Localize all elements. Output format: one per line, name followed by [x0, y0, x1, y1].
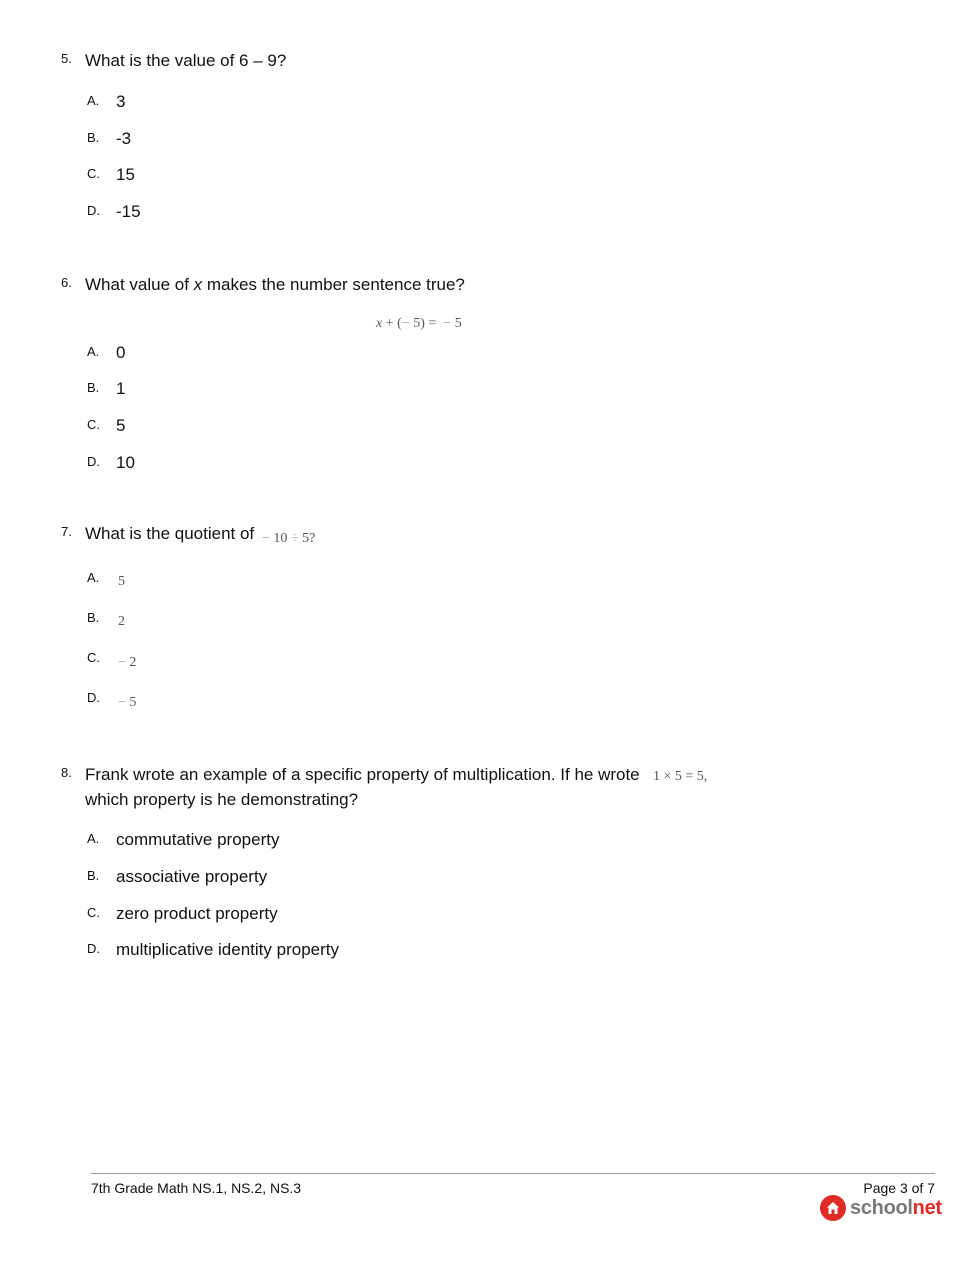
question-number: 7. — [61, 524, 72, 539]
option-letter: C. — [87, 650, 100, 665]
option-text: 0 — [116, 343, 126, 362]
footer-course: 7th Grade Math NS.1, NS.2, NS.3 — [91, 1180, 302, 1196]
option-text: 15 — [116, 165, 135, 184]
schoolnet-logo — [820, 1194, 942, 1222]
option-text: 1 — [116, 379, 126, 398]
logo-wordmark: schoolnet — [850, 1196, 942, 1219]
question-text-after: makes the number sentence true? — [202, 275, 465, 294]
question-text: What is the quotient of — [85, 524, 255, 543]
option-letter: A. — [87, 344, 100, 359]
option-letter: A. — [87, 831, 100, 846]
question-variable: x — [193, 275, 203, 294]
option-value: − 5 — [118, 695, 137, 710]
option-letter: B. — [87, 380, 100, 395]
option-letter: B. — [87, 130, 100, 145]
option-text: 10 — [116, 453, 135, 472]
question-number: 6. — [61, 275, 72, 290]
option-text: 3 — [116, 92, 126, 111]
option-value: − 2 — [118, 655, 137, 670]
question-text: What is the value of 6 – 9? — [85, 51, 287, 70]
question-number: 5. — [61, 51, 72, 66]
footer-divider — [91, 1173, 935, 1174]
option-letter: D. — [87, 690, 100, 705]
option-letter: D. — [87, 941, 100, 956]
option-value: 2 — [118, 614, 125, 629]
option-letter: D. — [87, 203, 100, 218]
question-text-line1: Frank wrote an example of a specific property of multiplication. If he wrote — [85, 765, 640, 784]
option-text: zero product property — [116, 904, 278, 923]
question-text-before: What value of — [85, 275, 194, 294]
option-text: -15 — [116, 202, 141, 221]
quotient-expression: − 10 ÷ 5? — [262, 531, 316, 546]
option-letter: B. — [87, 610, 100, 625]
option-letter: C. — [87, 905, 100, 920]
question-text — [85, 272, 465, 297]
house-icon — [820, 1195, 846, 1221]
identity-expression: 1 × 5 = 5, — [653, 769, 708, 784]
option-letter: C. — [87, 166, 100, 181]
question-text-line2: which property is he demonstrating? — [85, 790, 359, 809]
option-letter: A. — [87, 93, 100, 108]
option-text: commutative property — [116, 830, 280, 849]
equation: x + (− 5) = − 5 — [376, 316, 462, 331]
option-text: 5 — [116, 416, 126, 435]
option-letter: A. — [87, 570, 100, 585]
question-number: 8. — [61, 765, 72, 780]
option-text: associative property — [116, 867, 268, 886]
option-text: -3 — [116, 129, 132, 148]
footer-page-number: Page 3 of 7 — [863, 1180, 935, 1196]
option-value: 5 — [118, 574, 125, 589]
option-text: multiplicative identity property — [116, 940, 339, 959]
option-letter: B. — [87, 868, 100, 883]
option-letter: C. — [87, 417, 100, 432]
option-letter: D. — [87, 454, 100, 469]
